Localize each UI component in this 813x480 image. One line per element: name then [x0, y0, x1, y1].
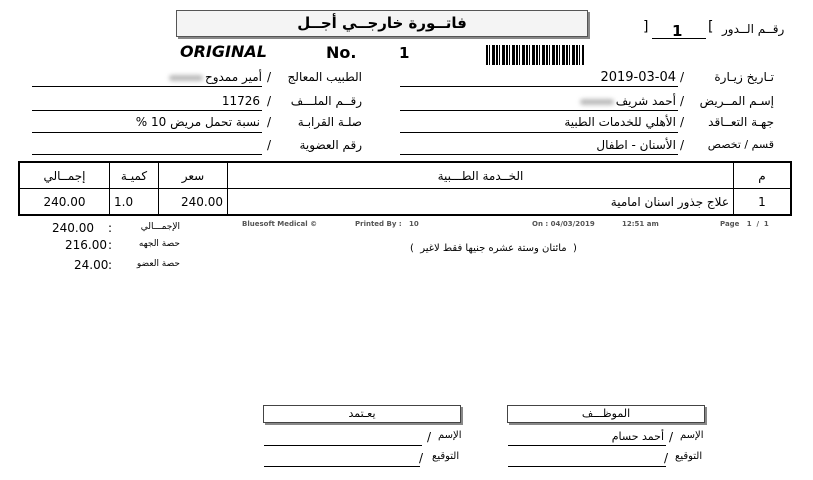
- employee-name-label: الإسم: [680, 430, 704, 441]
- table-header-row: [19, 162, 791, 189]
- colon: :: [108, 238, 113, 252]
- approver-sign-label: التوقيع: [432, 451, 460, 462]
- approver-box: يعـتمد: [263, 405, 461, 423]
- employee-name-line: [508, 445, 666, 446]
- field-label-department: قسم / تخصص: [707, 138, 774, 151]
- approver-name-line: [264, 445, 422, 446]
- total-value: 240.00: [52, 221, 94, 235]
- field-label-visit-date: تـاريخ زيـارة: [714, 70, 774, 84]
- invoice-number-value: 1: [399, 44, 410, 62]
- doctor-name: أمير ممدوح: [204, 70, 262, 84]
- col-price-header: سعر: [159, 162, 228, 189]
- sep: /: [669, 430, 674, 444]
- amount-in-words: ( مائتان وستة عشره جنيها فقط لاغير ): [410, 243, 577, 254]
- col-service-header: الخــدمة الطـــبية: [228, 162, 734, 189]
- field-line: [32, 154, 262, 155]
- table-row: [19, 189, 791, 216]
- employee-sign-line: [508, 466, 666, 467]
- company-share-value: 216.00: [65, 238, 107, 252]
- total-label: الإجمـــالي: [140, 222, 180, 232]
- field-value-patient: [400, 94, 676, 108]
- redaction: [169, 75, 203, 81]
- queue-number-label: رقــم الــدور: [722, 22, 785, 36]
- field-label-membership: رقم العضوية: [299, 138, 362, 152]
- field-line: [400, 86, 678, 87]
- redaction: [580, 99, 614, 105]
- page-number: Page 1 / 1: [720, 220, 769, 228]
- company-share-label: حصة الجهه: [138, 239, 180, 249]
- sep: /: [419, 451, 424, 465]
- print-time: 12:51 am: [622, 220, 659, 228]
- software-name: Bluesoft Medical ©: [242, 220, 318, 228]
- barcode: [486, 45, 584, 65]
- field-line: [32, 132, 262, 133]
- sep: /: [267, 138, 272, 152]
- field-label-relation: صلـة القرابـة: [297, 115, 362, 129]
- field-line: [32, 110, 262, 111]
- invoice-title: فاتــورة خارجــي أجــل: [176, 10, 588, 37]
- sep: /: [680, 138, 685, 152]
- field-value-visit-date: 2019-03-04: [600, 70, 676, 85]
- sep: /: [680, 115, 685, 129]
- queue-number-value: 1: [672, 22, 683, 40]
- field-value-file: 11726: [221, 94, 260, 108]
- employee-name-value: أحمد حسام: [611, 430, 664, 443]
- field-line: [400, 132, 678, 133]
- field-line: [400, 110, 678, 111]
- cell-num: 1: [734, 189, 792, 216]
- queue-bracket-close: ]: [643, 19, 649, 35]
- field-label-patient: إسـم المــريض: [699, 94, 774, 108]
- employee-box: الموظـــف: [507, 405, 705, 423]
- field-line: [400, 154, 678, 155]
- sep: /: [267, 70, 272, 84]
- col-num-header: م: [734, 162, 792, 189]
- services-table: [18, 161, 792, 216]
- cell-service: علاج جذور اسنان امامية: [228, 189, 734, 216]
- sep: /: [680, 70, 685, 84]
- sep: /: [664, 451, 669, 465]
- field-value-contractor: الأهلي للخدمات الطبية: [564, 115, 676, 129]
- approver-sign-line: [264, 466, 420, 467]
- field-label-contractor: جهـة التعــاقد: [708, 115, 774, 129]
- sep: /: [267, 115, 272, 129]
- invoice-number-label: No.: [326, 43, 357, 62]
- field-label-file: رقــم الملـــف: [290, 94, 362, 108]
- sep: /: [680, 94, 685, 108]
- printed-by-value: 10: [409, 220, 419, 228]
- patient-name: أحمد شريف: [615, 94, 676, 108]
- cell-price: 240.00: [159, 189, 228, 216]
- col-total-header: إجمــالي: [19, 162, 110, 189]
- member-share-label: حصة العضو: [136, 259, 180, 269]
- field-line: [32, 86, 262, 87]
- member-share-value: 24.00: [74, 258, 109, 272]
- field-label-doctor: الطبيب المعالج: [287, 70, 362, 84]
- sep: /: [267, 94, 272, 108]
- colon: :: [108, 258, 113, 272]
- employee-sign-label: التوقيع: [675, 451, 703, 462]
- colon: :: [108, 221, 113, 235]
- cell-total: 240.00: [19, 189, 110, 216]
- field-value-department: الأسنان - اطفال: [596, 138, 676, 152]
- approver-name-label: الإسم: [438, 430, 462, 441]
- print-date: On : 04/03/2019: [532, 220, 595, 228]
- field-value-relation: نسبة تحمل مريض 10 %: [135, 115, 260, 129]
- queue-bracket-open: [: [708, 19, 714, 35]
- field-value-doctor: [32, 70, 262, 84]
- original-label: ORIGINAL: [180, 42, 267, 61]
- printed-by-label: Printed By :: [355, 220, 402, 228]
- cell-qty: 1.0: [110, 189, 159, 216]
- col-qty-header: كميـة: [110, 162, 159, 189]
- sep: /: [427, 430, 432, 444]
